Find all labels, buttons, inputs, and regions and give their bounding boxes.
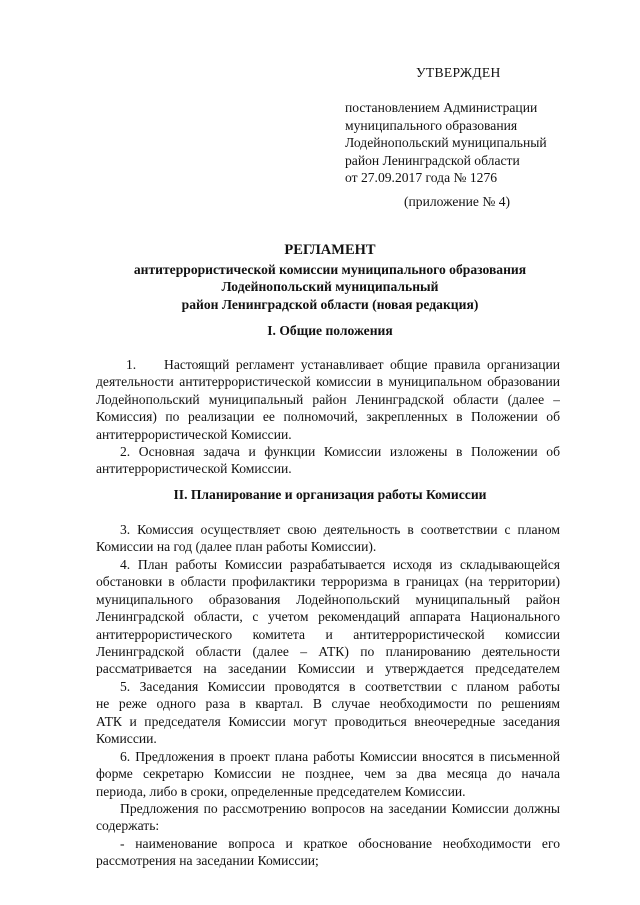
paragraph-8 xyxy=(96,835,560,870)
document-title xyxy=(80,242,580,313)
approval-line: от 27.09.2017 года № 1276 xyxy=(345,170,498,186)
paragraph-line: антитеррористического комитета и антитеррористической комиссии xyxy=(96,626,560,642)
approval-stamp: УТВЕРЖДЕН xyxy=(416,65,501,80)
paragraph-line: рассматривается на заседании Комиссии и утверждается председателем xyxy=(96,661,560,677)
paragraph-line: деятельности антитеррористической комиссии в муниципальном образовании xyxy=(96,374,560,390)
paragraph-line: не реже одного раза в квартал. В случае необходимости по решениям xyxy=(96,696,560,712)
title-main: РЕГЛАМЕНТ xyxy=(284,242,376,258)
paragraph-line: антитеррористической Комиссии. xyxy=(96,461,292,477)
paragraph-line: АТК и председателя Комиссии могут проводиться внеочередные заседания xyxy=(96,713,560,729)
title-line: район Ленинградской области (новая редакция) xyxy=(181,296,479,312)
paragraph-2 xyxy=(96,443,560,478)
paragraph-line: 4. План работы Комиссии разрабатывается исходя из складывающейся xyxy=(120,557,560,572)
paragraph-line: обстановки в области профилактики терроризма в границах (на территории) xyxy=(96,574,560,590)
paragraph-4 xyxy=(96,556,560,678)
paragraph-line: Комиссии на год (далее план работы Комиссии). xyxy=(96,539,377,555)
appendix-note: (приложение № 4) xyxy=(404,194,511,209)
paragraph-6 xyxy=(96,748,560,800)
paragraph-line: Лодейнопольский муниципальный район Ленинградской области (далее – xyxy=(96,391,560,407)
approval-line: постановлением Администрации xyxy=(345,100,538,115)
paragraph-7 xyxy=(96,800,560,835)
paragraph-line: Предложения по рассмотрению вопросов на заседании Комиссии должны xyxy=(120,801,560,816)
approval-line: муниципального образования xyxy=(345,117,518,133)
paragraph-line: Комиссии. xyxy=(96,731,157,747)
paragraph-line: Комиссия) по реализации ее полномочий, закрепленных в Положении об xyxy=(96,409,560,425)
approval-details xyxy=(345,99,595,187)
paragraph-5 xyxy=(96,678,560,748)
approval-line: район Ленинградской области xyxy=(345,152,520,168)
paragraph-number: 1. xyxy=(126,357,137,372)
paragraph-line: форме секретарю Комиссии не позднее, чем за два месяца до начала xyxy=(96,766,560,782)
paragraph-line: периода, либо в сроки, определенные председателем Комиссии. xyxy=(96,783,466,799)
paragraph-line: содержать: xyxy=(96,818,160,834)
paragraph-line: Ленинградской области, с учетом рекомендаций аппарата Национального xyxy=(96,609,560,625)
paragraph-1 xyxy=(96,356,560,443)
paragraph-line: - наименование вопроса и краткое обоснование необходимости его xyxy=(120,836,560,851)
paragraph-line: рассмотрения на заседании Комиссии; xyxy=(96,853,319,869)
section-2-heading: II. Планирование и организация работы Комиссии xyxy=(173,487,487,502)
paragraph-line: 6. Предложения в проект плана работы Комиссии вносятся в письменной xyxy=(120,749,560,764)
title-line: Лодейнопольский муниципальный xyxy=(221,279,439,294)
paragraph-3 xyxy=(96,521,560,556)
paragraph-line: 3. Комиссия осуществляет свою деятельность в соответствии с планом xyxy=(120,522,560,537)
paragraph-line: 1. Настоящий регламент устанавливает общие правила организации xyxy=(96,356,560,373)
paragraph-line: муниципального образования Лодейнопольский муниципальный район xyxy=(96,591,560,607)
paragraph-line: 5. Заседания Комиссии проводятся в соответствии с планом работы xyxy=(120,679,560,694)
title-line: антитеррористической комиссии муниципального образования xyxy=(133,261,527,277)
paragraph-line: 2. Основная задача и функции Комиссии изложены в Положении об xyxy=(120,444,560,459)
section-1-heading: I. Общие положения xyxy=(267,323,393,338)
paragraph-line: антитеррористической Комиссии. xyxy=(96,426,292,442)
approval-line: Лодейнопольский муниципальный xyxy=(345,135,547,151)
paragraph-line: Ленинградской области (далее – АТК) по планированию деятельности xyxy=(96,643,560,659)
